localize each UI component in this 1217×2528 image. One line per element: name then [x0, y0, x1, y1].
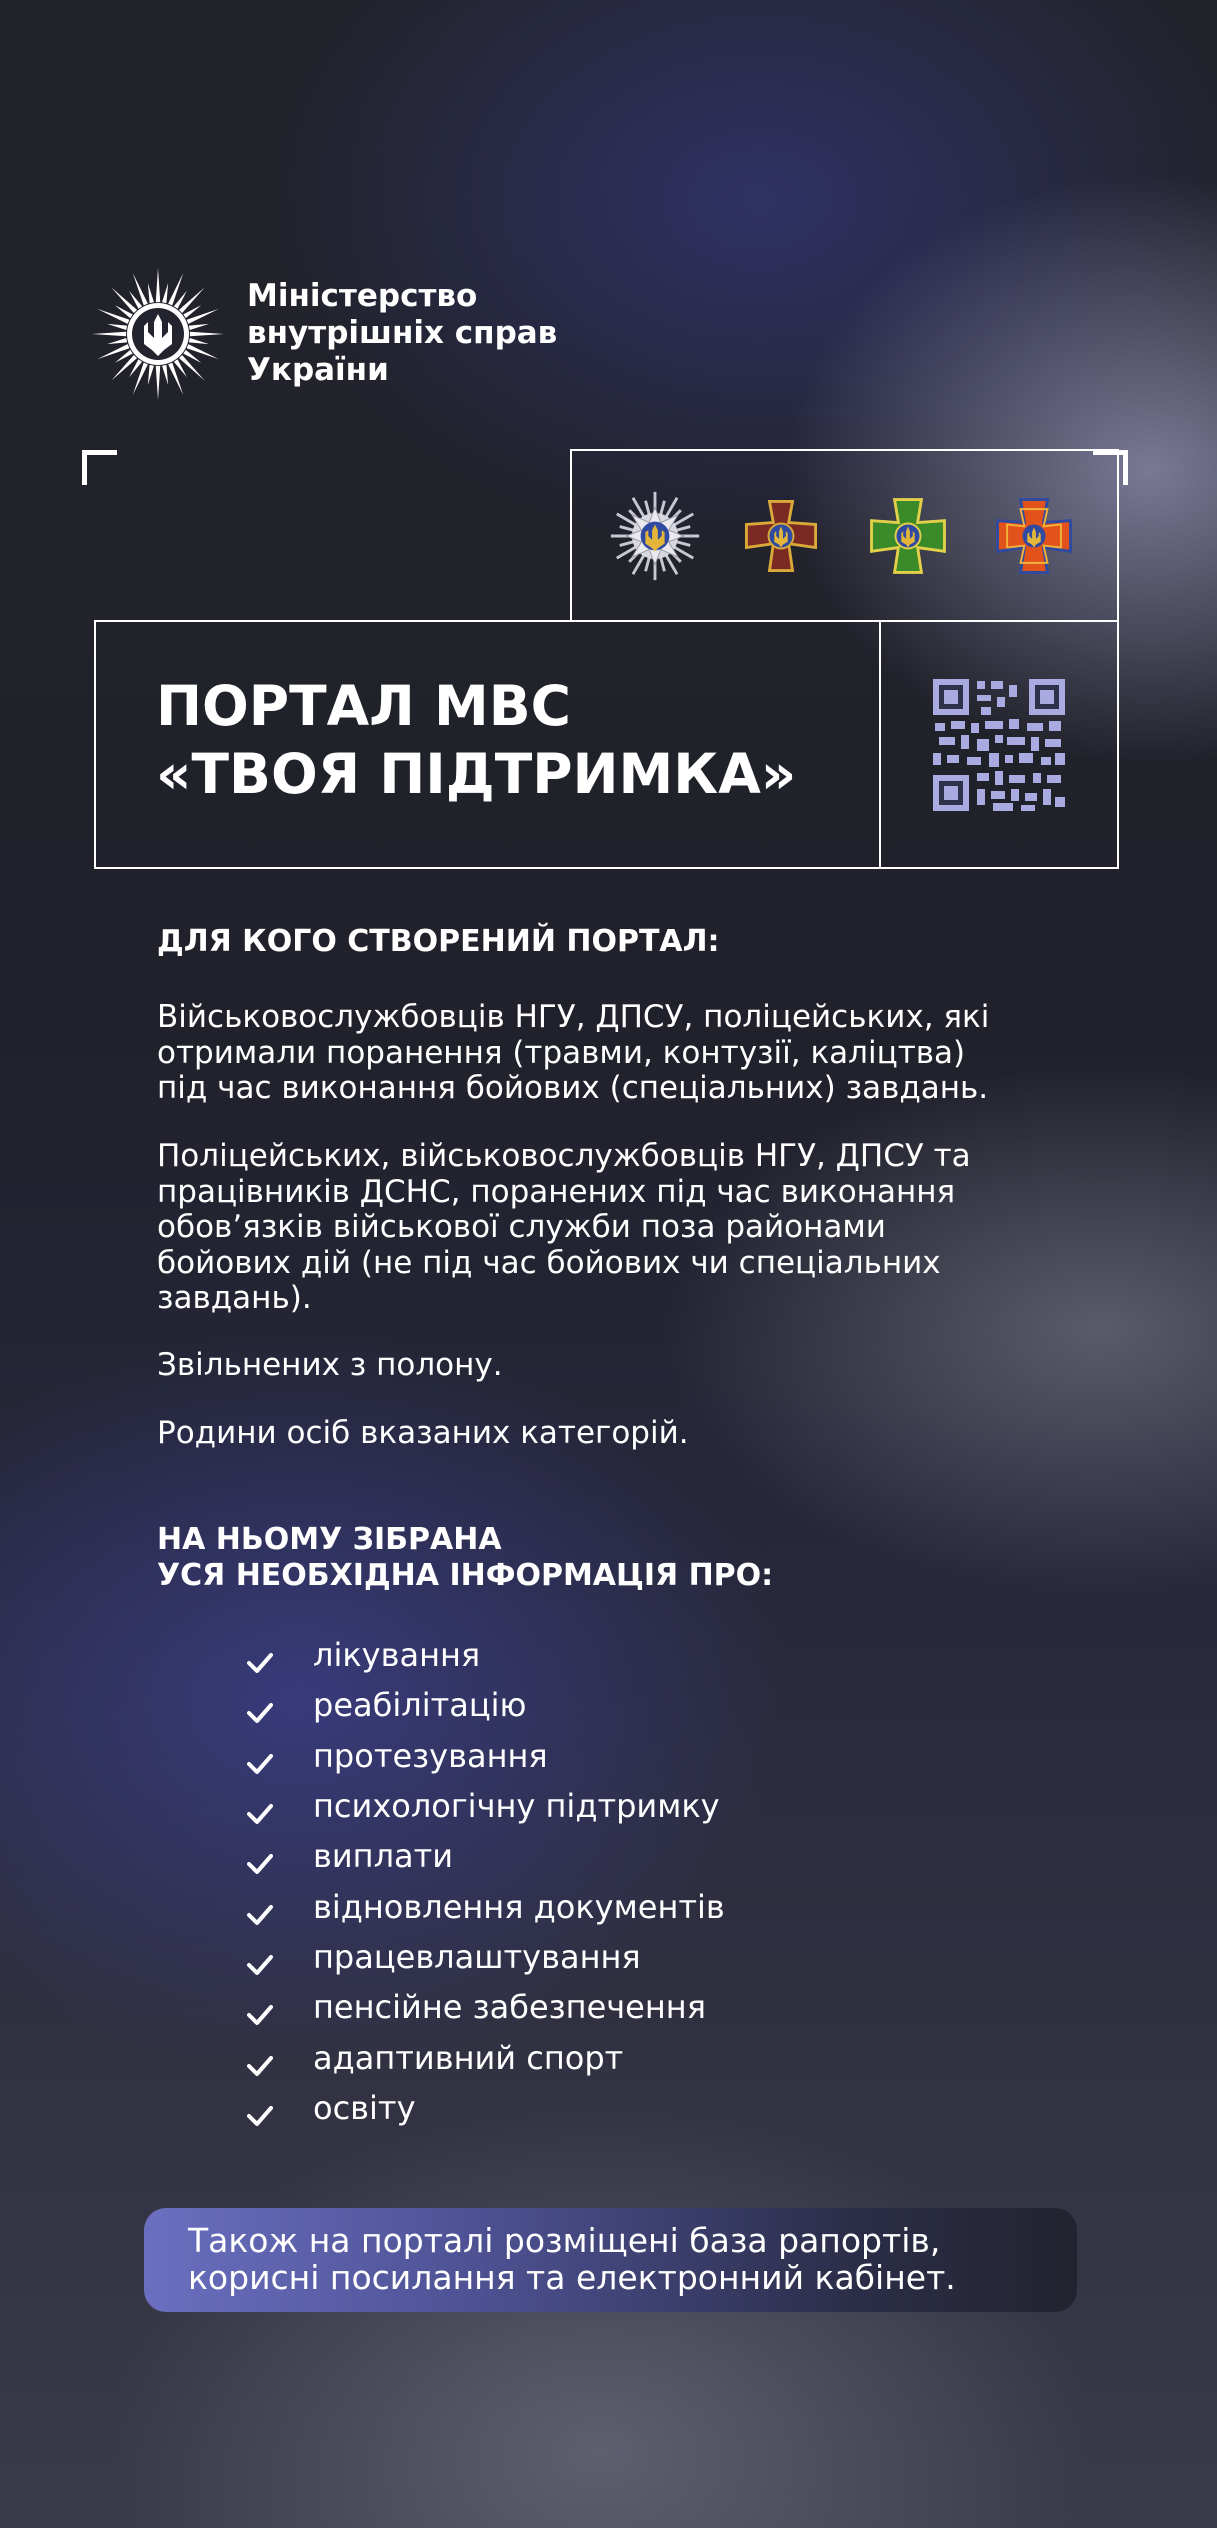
checkmark-icon	[247, 1845, 273, 1867]
paragraph-line: Військовослужбовців НГУ, ДПСУ, поліцейських, які	[157, 999, 990, 1035]
info-heading	[157, 1522, 773, 1594]
page-title-line: «ТВОЯ ПІДТРИМКА»	[156, 742, 797, 806]
paragraph-line: отримали поранення (травми, контузії, каліцтва)	[157, 1034, 966, 1071]
checkmark-icon	[247, 1694, 273, 1716]
list-item	[247, 1982, 725, 2032]
list-item-label: психологічну підтримку	[313, 1787, 720, 1826]
list-item-label: працевлаштування	[313, 1937, 641, 1976]
list-item	[247, 1781, 725, 1831]
agency-emblems	[570, 449, 1119, 620]
checkmark-icon	[247, 1946, 273, 1968]
who-paragraph	[157, 1000, 1087, 1107]
qr-frame	[879, 620, 1119, 869]
footer-note-line: корисні посилання та електронний кабінет.	[188, 2258, 956, 2297]
frame-corner	[82, 450, 117, 485]
ministry-name-line: України	[247, 352, 389, 388]
info-list	[247, 1630, 725, 2133]
checkmark-icon	[247, 1745, 273, 1767]
mvs-star-emblem-icon	[90, 266, 226, 402]
paragraph-line: Поліцейських, військовослужбовців НГУ, ДПСУ та	[157, 1138, 971, 1174]
list-item	[247, 1932, 725, 1982]
list-item	[247, 1881, 725, 1931]
page-title-line: ПОРТАЛ МВС	[156, 674, 572, 738]
paragraph-line: бойових дій (не під час бойових чи спеціальних	[157, 1244, 941, 1281]
list-item-label: реабілітацію	[313, 1686, 527, 1725]
qr-code-icon[interactable]	[933, 679, 1065, 811]
list-item	[247, 2083, 725, 2133]
list-item	[247, 2032, 725, 2082]
footer-note	[144, 2208, 1077, 2312]
national-police-emblem-icon	[607, 488, 703, 584]
list-item-label: лікування	[313, 1636, 481, 1675]
ministry-name-line: Міністерство	[247, 278, 478, 314]
paragraph-line: Звільнених з полону.	[157, 1347, 503, 1383]
list-item-label: освіту	[313, 2088, 416, 2127]
ngu-cross-emblem-icon	[733, 488, 829, 584]
list-item	[247, 1831, 725, 1881]
dsns-cross-emblem-icon	[986, 488, 1082, 584]
list-item-label: виплати	[313, 1837, 454, 1876]
who-paragraph	[157, 1348, 1087, 1384]
checkmark-icon	[247, 1795, 273, 1817]
who-paragraph	[157, 1416, 1087, 1452]
paragraph-line: завдань).	[157, 1280, 312, 1316]
list-item-label: протезування	[313, 1736, 548, 1775]
paragraph-line: Родини осіб вказаних категорій.	[157, 1415, 689, 1451]
list-item	[247, 1731, 725, 1781]
list-item-label: пенсійне забезпечення	[313, 1988, 706, 2027]
checkmark-icon	[247, 1996, 273, 2018]
list-item	[247, 1630, 725, 1680]
paragraph-line: обов’язків військової служби поза районами	[157, 1209, 886, 1245]
list-item-label: відновлення документів	[313, 1887, 725, 1926]
dpsu-cross-emblem-icon	[860, 488, 956, 584]
ministry-name	[247, 278, 647, 389]
paragraph-line: працівників ДСНС, поранених під час виконання	[157, 1173, 956, 1210]
checkmark-icon	[247, 2047, 273, 2069]
info-heading-line: УСЯ НЕОБХІДНА ІНФОРМАЦІЯ ПРО:	[157, 1558, 774, 1593]
ministry-name-line: внутрішніх справ	[247, 315, 558, 351]
checkmark-icon	[247, 1896, 273, 1918]
list-item	[247, 1680, 725, 1730]
info-heading-line: НА НЬОМУ ЗІБРАНА	[157, 1522, 502, 1557]
checkmark-icon	[247, 2097, 273, 2119]
footer-note-line: Також на порталі розміщені база рапортів,	[188, 2221, 941, 2260]
checkmark-icon	[247, 1644, 273, 1666]
page-title	[156, 672, 796, 808]
who-paragraph	[157, 1139, 1087, 1317]
who-heading: ДЛЯ КОГО СТВОРЕНИЙ ПОРТАЛ:	[157, 924, 720, 959]
paragraph-line: під час виконання бойових (спеціальних) завдань.	[157, 1070, 989, 1106]
list-item-label: адаптивний спорт	[313, 2038, 624, 2077]
